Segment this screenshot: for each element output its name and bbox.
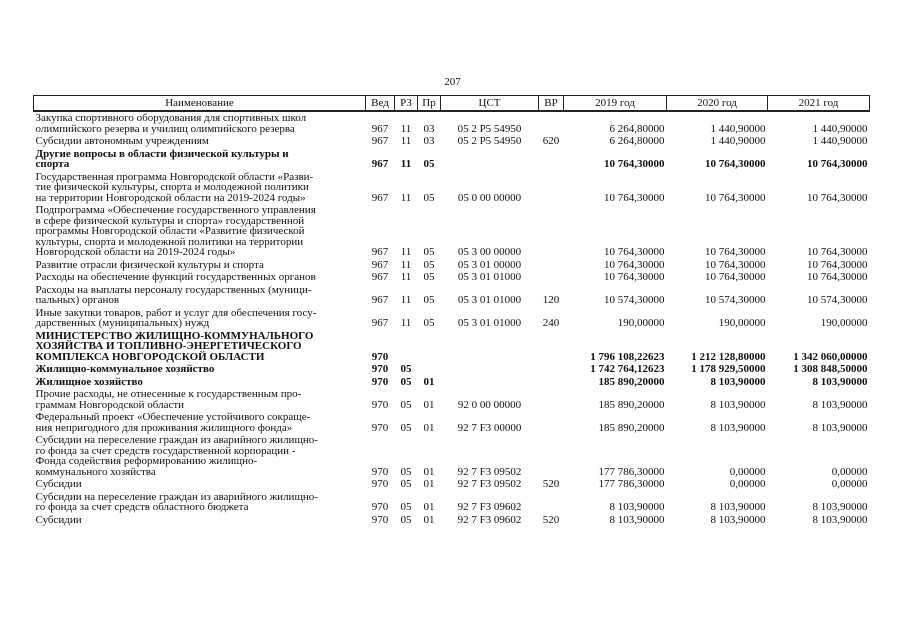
table-row: [34, 204, 870, 259]
page-number: 207: [444, 76, 461, 88]
cell-cst: 05 3 00 00000: [457, 246, 522, 258]
cell-pr: 05: [423, 158, 435, 170]
cell-2019: 10 764,30000: [604, 246, 665, 258]
cell-2019: 10 764,30000: [604, 158, 665, 170]
cell-2021: 10 764,30000: [807, 158, 868, 170]
cell-rz: 05: [400, 513, 412, 526]
cell-pr: 01: [423, 375, 435, 388]
cell-ved: 970: [371, 421, 389, 434]
cell-pr: 01: [423, 465, 435, 478]
header-vr: ВР: [539, 96, 564, 112]
cell-2019: 185 890,20000: [598, 375, 665, 388]
cell-2019: 10 764,30000: [604, 258, 665, 271]
cell-cst: 05 0 00 00000: [457, 191, 522, 204]
cell-2020: 0,00000: [729, 478, 766, 490]
cell-ved: 967: [371, 294, 389, 306]
table-row: [34, 478, 870, 491]
cell-rz: 05: [400, 398, 412, 411]
cell-2021: 0,00000: [831, 478, 868, 490]
cell-pr: 05: [423, 258, 435, 271]
cell-ved: 970: [371, 363, 389, 375]
table-row: [34, 171, 870, 205]
cell-cst: 05 3 01 01000: [457, 294, 522, 306]
cell-vr: [539, 271, 564, 284]
cell-2019: 185 890,20000: [598, 398, 665, 411]
table-body: [34, 111, 870, 526]
cell-vr: 520: [542, 478, 560, 490]
cell-pr: 01: [423, 501, 435, 513]
cell-name: Жилищно-коммунальное хозяйство: [35, 363, 215, 375]
cell-rz: 11: [400, 317, 412, 329]
cell-pr: 05: [423, 191, 435, 204]
cell-cst: 05 3 01 01000: [457, 271, 522, 283]
cell-2020: 8 103,90000: [710, 513, 766, 526]
table-row: [34, 330, 870, 364]
cell-2021: 8 103,90000: [812, 398, 868, 411]
cell-2021: 10 764,30000: [807, 246, 868, 258]
cell-name: Подпрограмма «Обеспечение государственного управления в сфере физической культуры и спорта» государственной программы Новгородской области «Развитие физической культуры, спорта и молодежной политики на территории Новгородской области на 2019-2024 годы»: [35, 204, 316, 258]
cell-2019: 1 742 764,12623: [590, 363, 665, 375]
cell-rz: 11: [400, 135, 412, 147]
header-name: Наименование: [34, 96, 366, 112]
cell-2021: 10 764,30000: [807, 258, 868, 271]
cell-pr: 01: [423, 513, 435, 526]
cell-pr: 01: [423, 421, 435, 434]
cell-2020: 8 103,90000: [710, 375, 766, 388]
cell-rz: [395, 330, 418, 364]
cell-ved: 970: [371, 350, 389, 363]
cell-rz: 05: [400, 465, 412, 478]
header-2021: 2021 год: [768, 96, 870, 112]
cell-ved: 967: [371, 135, 389, 147]
table-row: [34, 363, 870, 376]
cell-2019: 8 103,90000: [609, 513, 665, 526]
cell-2020: 190,00000: [718, 317, 766, 329]
cell-cst: 92 7 F3 09602: [457, 501, 522, 513]
cell-2020: 1 212 128,80000: [691, 350, 766, 363]
cell-ved: 967: [371, 122, 389, 135]
cell-name: Субсидии на переселение граждан из аварийного жилищно- го фонда за счет средств государственной корпорации - Фонда содействия реформированию жилищно- коммунального хозяйства: [35, 434, 318, 478]
cell-name: Субсидии: [35, 513, 82, 526]
cell-vr: [539, 363, 564, 376]
cell-cst: [441, 330, 539, 364]
cell-rz: 11: [400, 158, 412, 170]
header-cst: ЦСТ: [441, 96, 539, 112]
cell-2020: 0,00000: [729, 465, 766, 478]
cell-cst: 92 7 F3 00000: [457, 421, 522, 434]
cell-name: Закупка спортивного оборудования для спортивных школ олимпийского резерва и училищ олимпийского резерва: [35, 112, 307, 135]
cell-cst: [441, 376, 539, 389]
cell-vr: [539, 259, 564, 272]
cell-ved: 970: [371, 478, 389, 490]
cell-2020: 10 764,30000: [705, 246, 766, 258]
cell-cst: 92 7 F3 09602: [457, 513, 522, 526]
table-row: [34, 388, 870, 411]
table-row: [34, 411, 870, 434]
cell-pr: [418, 363, 441, 376]
cell-2019: 177 786,30000: [598, 478, 665, 490]
cell-2019: 190,00000: [617, 317, 665, 329]
cell-cst: 92 7 F3 09502: [457, 478, 522, 490]
cell-2019: 185 890,20000: [598, 421, 665, 434]
cell-cst: 05 3 01 00000: [457, 258, 522, 271]
cell-2019: 10 574,30000: [604, 294, 665, 306]
cell-2021: 10 574,30000: [807, 294, 868, 306]
table-row: [34, 376, 870, 389]
cell-rz: 05: [400, 363, 412, 375]
cell-name: Федеральный проект «Обеспечение устойчивого сокраще- ния непригодного для проживания жилищного фонда»: [35, 411, 311, 434]
header-ved: Вед: [366, 96, 395, 112]
cell-name: Другие вопросы в области физической культуры и спорта: [35, 147, 289, 170]
cell-vr: 620: [542, 135, 560, 147]
cell-2021: 1 440,90000: [812, 135, 868, 147]
cell-2020: 10 764,30000: [705, 258, 766, 271]
cell-2019: 6 264,80000: [609, 122, 665, 135]
cell-ved: 967: [371, 271, 389, 283]
cell-2020: 10 574,30000: [705, 294, 766, 306]
cell-vr: [539, 111, 564, 135]
cell-vr: 240: [542, 317, 560, 329]
table-row: [34, 271, 870, 284]
cell-2020: 1 178 929,50000: [691, 363, 766, 375]
cell-2021: 1 342 060,00000: [793, 350, 868, 363]
cell-cst: [441, 363, 539, 376]
header-pr: Пр: [418, 96, 441, 112]
cell-rz: 05: [400, 375, 412, 388]
cell-pr: 03: [423, 135, 435, 147]
cell-vr: 120: [542, 294, 560, 306]
table-row: [34, 307, 870, 330]
cell-pr: 05: [423, 271, 435, 283]
table-row: [34, 259, 870, 272]
cell-2019: 10 764,30000: [604, 271, 665, 283]
cell-name: МИНИСТЕРСТВО ЖИЛИЩНО-КОММУНАЛЬНОГО ХОЗЯЙСТВА И ТОПЛИВНО-ЭНЕРГЕТИЧЕСКОГО КОМПЛЕКСА НОВГОРОДСКОЙ ОБЛАСТИ: [35, 329, 314, 363]
cell-pr: [418, 330, 441, 364]
cell-rz: 11: [400, 246, 412, 258]
cell-2021: 1 440,90000: [812, 122, 868, 135]
cell-vr: [539, 388, 564, 411]
cell-vr: [539, 491, 564, 514]
cell-name: Развитие отрасли физической культуры и спорта: [35, 258, 264, 271]
cell-ved: 970: [371, 501, 389, 513]
cell-rz: 11: [400, 258, 412, 271]
cell-2021: 8 103,90000: [812, 513, 868, 526]
cell-rz: 11: [400, 122, 412, 135]
cell-ved: 970: [371, 398, 389, 411]
cell-ved: 967: [371, 158, 389, 170]
cell-2020: 10 764,30000: [705, 191, 766, 204]
table-row: [34, 135, 870, 148]
cell-2020: 10 764,30000: [705, 271, 766, 283]
cell-vr: [539, 434, 564, 478]
cell-2019: 1 796 108,22623: [590, 350, 665, 363]
cell-cst: [441, 148, 539, 171]
cell-cst: 05 2 P5 54950: [457, 122, 522, 135]
cell-name: Государственная программа Новгородской области «Разви- тие физической культуры, спорта и молодежной политики на территории Новгородской области на 2019-2024 годы»: [35, 170, 314, 204]
cell-name: Субсидии на переселение граждан из аварийного жилищно- го фонда за счет средств областного бюджета: [35, 490, 318, 513]
cell-2020: 1 440,90000: [710, 135, 766, 147]
cell-rz: 05: [400, 478, 412, 490]
cell-cst: 92 7 F3 09502: [457, 465, 522, 478]
budget-table: [33, 95, 870, 526]
cell-ved: 967: [371, 246, 389, 258]
cell-2019: 8 103,90000: [609, 501, 665, 513]
cell-name: Жилищное хозяйство: [35, 375, 143, 388]
cell-name: Субсидии автономным учреждениям: [35, 135, 209, 147]
cell-2021: 1 308 848,50000: [793, 363, 868, 375]
cell-pr: 05: [423, 317, 435, 329]
cell-ved: 970: [371, 465, 389, 478]
cell-ved: 970: [371, 513, 389, 526]
cell-2021: 8 103,90000: [812, 421, 868, 434]
cell-cst: 05 3 01 01000: [457, 317, 522, 329]
cell-2020: 10 764,30000: [705, 158, 766, 170]
cell-pr: 03: [423, 122, 435, 135]
table-row: [34, 111, 870, 135]
cell-2021: 10 764,30000: [807, 191, 868, 204]
header-2020: 2020 год: [667, 96, 768, 112]
cell-name: Расходы на обеспечение функций государственных органов: [35, 271, 316, 283]
cell-rz: 11: [400, 271, 412, 283]
cell-2021: 10 764,30000: [807, 271, 868, 283]
cell-rz: 11: [400, 191, 412, 204]
cell-2020: 8 103,90000: [710, 421, 766, 434]
cell-name: Субсидии: [35, 478, 82, 490]
cell-name: Расходы на выплаты персоналу государственных (муници- пальных) органов: [35, 283, 312, 306]
cell-2020: 8 103,90000: [710, 398, 766, 411]
cell-2019: 177 786,30000: [598, 465, 665, 478]
cell-vr: [539, 204, 564, 259]
cell-vr: [539, 148, 564, 171]
table-row: [34, 491, 870, 514]
cell-2021: 8 103,90000: [812, 501, 868, 513]
header-2019: 2019 год: [564, 96, 667, 112]
cell-ved: 967: [371, 317, 389, 329]
table-row: [34, 148, 870, 171]
cell-rz: 05: [400, 501, 412, 513]
cell-vr: [539, 330, 564, 364]
cell-ved: 970: [371, 375, 389, 388]
table-row: [34, 284, 870, 307]
cell-pr: 01: [423, 398, 435, 411]
table-row: [34, 514, 870, 527]
cell-name: Прочие расходы, не отнесенные к государственным про- граммам Новгородской области: [35, 388, 302, 411]
cell-pr: 05: [423, 294, 435, 306]
cell-vr: [539, 411, 564, 434]
cell-2021: 0,00000: [831, 465, 868, 478]
cell-vr: 520: [542, 513, 560, 526]
cell-2019: 10 764,30000: [604, 191, 665, 204]
cell-2020: 1 440,90000: [710, 122, 766, 135]
cell-ved: 967: [371, 258, 389, 271]
cell-vr: [539, 376, 564, 389]
table-row: [34, 434, 870, 478]
cell-cst: 05 2 P5 54950: [457, 135, 522, 147]
cell-cst: 92 0 00 00000: [457, 398, 522, 411]
cell-2019: 6 264,80000: [609, 135, 665, 147]
cell-2020: 8 103,90000: [710, 501, 766, 513]
cell-vr: [539, 171, 564, 205]
cell-rz: 11: [400, 294, 412, 306]
cell-ved: 967: [371, 191, 389, 204]
cell-pr: 05: [423, 246, 435, 258]
cell-2021: 190,00000: [820, 317, 868, 329]
header-rz: РЗ: [395, 96, 418, 112]
cell-rz: 05: [400, 421, 412, 434]
cell-name: Иные закупки товаров, работ и услуг для обеспечения госу- дарственных (муниципальных) нужд: [35, 306, 317, 329]
cell-pr: 01: [423, 478, 435, 490]
table-header-row: [34, 96, 870, 112]
cell-2021: 8 103,90000: [812, 375, 868, 388]
